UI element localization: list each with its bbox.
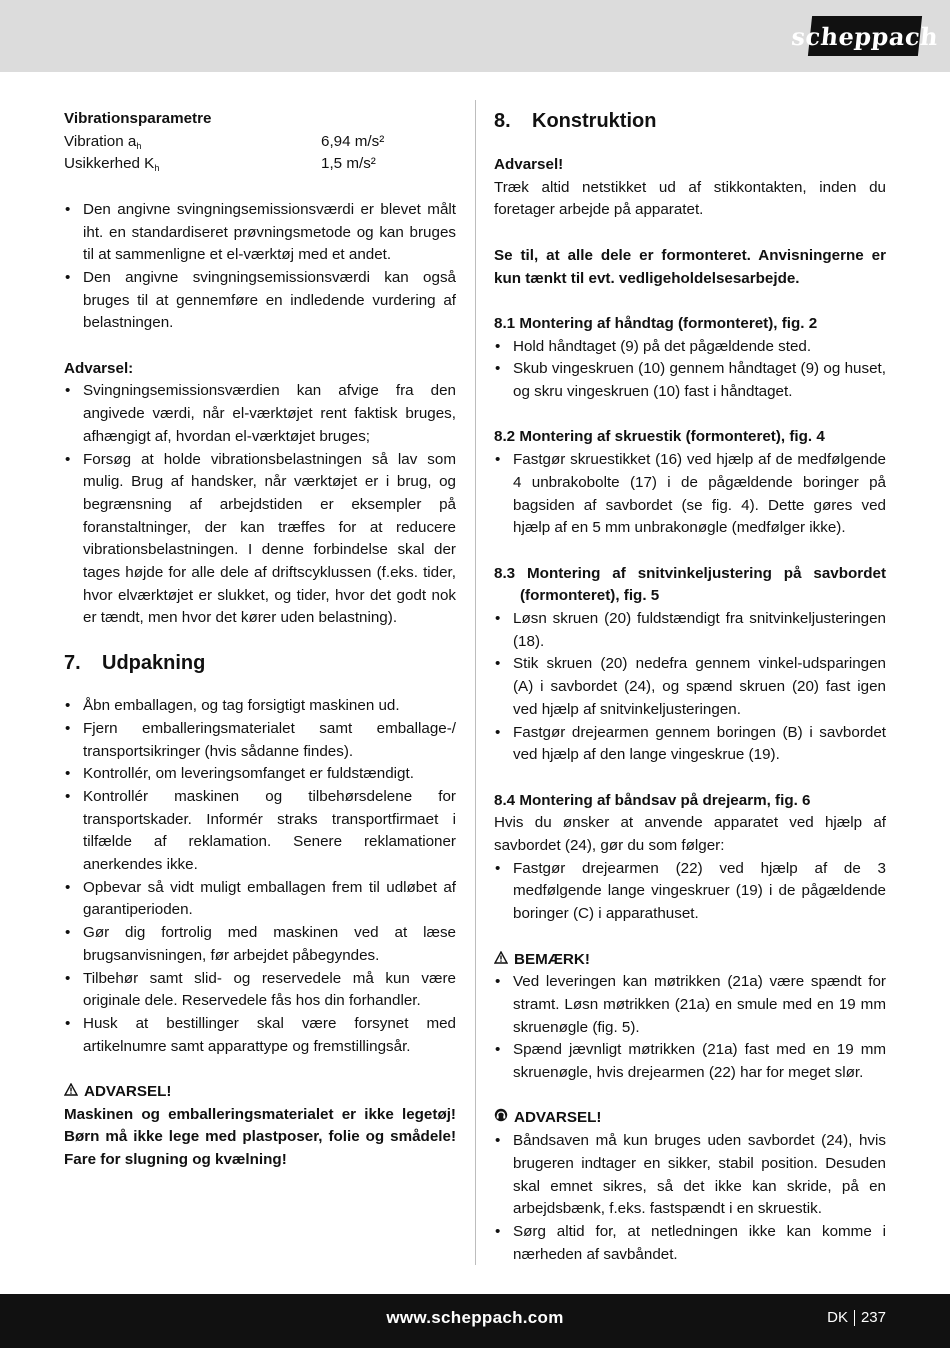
section-8-heading	[494, 108, 886, 134]
list-item: • Fjern emballeringsmaterialet samt emballage-/ transportsikringer (hvis sådanne findes).	[64, 718, 456, 763]
warn-title: Advarsel!	[494, 156, 564, 173]
vibration-row	[64, 131, 456, 154]
scheppach-logo: scheppach	[808, 16, 922, 56]
list-item: • Stik skruen (20) nedefra gennem vinkel-udsparingen (A) i savbordet (24), og spænd skruen (20) fast igen ved hjælp af snitvinkeljusteringen.	[494, 653, 886, 721]
list-item: • Fastgør drejearmen gennem boringen (B) i savbordet ved hjælp af den lange vingeskrue (19).	[494, 722, 886, 767]
list-item: • Skub vingeskruen (10) gennem håndtaget (9) og huset, og skru vingeskruen (10) fast i håndtaget.	[494, 358, 886, 403]
page-number: 237	[860, 1309, 886, 1326]
column-divider	[475, 100, 476, 1265]
advarsel-title: ADVARSEL!	[84, 1083, 172, 1101]
list-item: • Åbn emballagen, og tag forsigtigt maskinen ud.	[64, 695, 456, 718]
vibration-bullets	[64, 199, 456, 335]
advarsel2-heading	[494, 1107, 886, 1130]
list-item: • Ved leveringen kan møtrikken (21a) være spændt for stramt. Løsn møtrikken (21a) en smule med en 19 mm skruenøgle (fig. 5).	[494, 971, 886, 1039]
warning-title: Advarsel:	[64, 359, 134, 377]
section-7-heading	[64, 650, 456, 676]
advarsel2-bullets	[494, 1130, 886, 1266]
vibration-sub: h	[136, 140, 142, 151]
unpacking-bullets	[64, 695, 456, 1058]
note-bullets	[494, 971, 886, 1085]
left-column	[64, 108, 456, 1172]
warning-bullets	[64, 380, 456, 630]
list-item: • Husk at bestillinger skal være forsynet med artikelnumre samt apparattype og fremstillingsår.	[64, 1013, 456, 1058]
section-8-3-bullets	[494, 608, 886, 767]
list-item: • Sørg altid for, at netledningen ikke kan komme i nærheden af savbåndet.	[494, 1221, 886, 1266]
note-heading	[494, 949, 886, 972]
list-item: • Spænd jævnligt møtrikken (21a) fast med en 19 mm skruenøgle, hvis drejearmen (22) har for meget slør.	[494, 1039, 886, 1084]
list-item: • Gør dig fortrolig med maskinen ved at læse brugsanvisningen, før arbejdet påbegyndes.	[64, 922, 456, 967]
list-item: • Hold håndtaget (9) på det pågældende sted.	[494, 336, 886, 359]
list-item: • Fastgør drejearmen (22) ved hjælp af de 3 medfølgende lange vingeskruer (19) i de pågældende boringer (C) i apparathuset.	[494, 858, 886, 926]
advarsel-text: Maskinen og emballeringsmaterialet er ikke legetøj! Børn må ikke lege med plastposer, folie og smådele! Fare for slugning og kvælning!	[64, 1105, 456, 1169]
list-item: • Svingningsemissionsværdien kan afvige fra den angivede værdi, når el-værktøjet rent faktisk bruges, afhængigt af, hvordan el-værktøjet bruges;	[64, 380, 456, 448]
warn-text: Træk altid netstikket ud af stikkontakten, inden du foretager arbejde på apparatet.	[494, 178, 886, 219]
page-indicator	[827, 1309, 886, 1326]
uncertainty-label: Usikkerhed K	[64, 155, 155, 173]
section-8-4-bullets	[494, 858, 886, 926]
list-item: • Båndsaven må kun bruges uden savbordet (24), hvis brugeren indtager en sikker, stabil position. Desuden skal emnet sikres, så det ikke kan skride, på en arbejdsbænk, f.eks. fastspændt i en skruestik.	[494, 1130, 886, 1221]
vibration-label: Vibration a	[64, 132, 137, 150]
list-item: • Forsøg at holde vibrationsbelastningen så lav som mulig. Brug af handsker, når værktøjet er i brug, og begrænsning af arbejdstiden er eksempler på foranstaltninger, der kan træffes for at reducere vibrationsbelastningen. I denne forbindelse skal der tages højde for alle dele af driftscyklussen (f.eks. tider, hvor elværktøjet er slukket, og tider, hvor det godt nok er tændt, men hvor det kører uden belastning).	[64, 449, 456, 631]
list-item: • Den angivne svingningsemissionsværdi kan også bruges til at gennemføre en indledende vurdering af belastningen.	[64, 267, 456, 335]
list-item: • Kontrollér, om leveringsomfanget er fuldstændigt.	[64, 763, 456, 786]
preassembled-note: Se til, at alle dele er formonteret. Anvisningerne er kun tænkt til evt. vedligeholdelsesarbejde.	[494, 246, 886, 287]
vibration-value: 6,94 m/s²	[321, 132, 385, 150]
right-column	[494, 108, 886, 1266]
section-7-title: Udpakning	[102, 652, 206, 675]
section-8-1-bullets	[494, 336, 886, 404]
warning-triangle-icon	[64, 1081, 78, 1104]
advarsel-heading	[64, 1081, 456, 1104]
section-8-2-title: 8.2 Montering af skruestik (formonteret), fig. 4	[494, 428, 825, 446]
advarsel2-title: ADVARSEL!	[514, 1109, 602, 1127]
list-item: • Den angivne svingningsemissionsværdi er blevet målt iht. en standardiseret prøvningsmetode og kan bruges til at sammenligne et el-værktøj med et andet.	[64, 199, 456, 267]
vibration-title: Vibrationsparametre	[64, 110, 212, 127]
uncertainty-row	[64, 153, 456, 176]
ear-protection-icon	[494, 1107, 508, 1130]
section-8-4-title: 8.4 Montering af båndsav på drejearm, fig. 6	[494, 791, 811, 809]
section-7-number: 7.	[64, 652, 81, 675]
footer-bar	[0, 1294, 950, 1348]
page-separator	[854, 1310, 855, 1326]
uncertainty-value: 1,5 m/s²	[321, 155, 376, 173]
section-8-title: Konstruktion	[532, 110, 657, 132]
section-8-2-bullets	[494, 449, 886, 540]
section-8-4-intro: Hvis du ønsker at anvende apparatet ved hjælp af savbordet (24), gør du som følger:	[494, 814, 886, 855]
section-8-3-title: 8.3 Montering af snitvinkeljustering på savbordet (formonteret), fig. 5	[494, 564, 886, 605]
note-title: BEMÆRK!	[514, 950, 590, 968]
section-8-number: 8.	[494, 110, 511, 132]
warning-triangle-icon	[494, 949, 508, 972]
uncertainty-sub: h	[154, 163, 160, 174]
list-item: • Tilbehør samt slid- og reservedele må kun være originale dele. Reservedele fås hos din forhandler.	[64, 968, 456, 1013]
language-code: DK	[827, 1309, 848, 1326]
website-url: www.scheppach.com	[386, 1308, 564, 1327]
list-item: • Fastgør skruestikket (16) ved hjælp af de medfølgende 4 unbrakobolte (17) i de pågældende boringer på bagsiden af savbordet (se fig. 4). Dette gøres ved hjælp af en 5 mm unbrakonøgle (medfølger ikke).	[494, 449, 886, 540]
list-item: • Kontrollér maskinen og tilbehørsdelene for transportskader. Informér straks transportfirmaet i tilfælde af reklamation. Senere reklamationer anerkendes ikke.	[64, 786, 456, 877]
header-bar	[0, 0, 950, 72]
list-item: • Opbevar så vidt muligt emballagen frem til udløbet af garantiperioden.	[64, 877, 456, 922]
section-8-1-title: 8.1 Montering af håndtag (formonteret), fig. 2	[494, 314, 818, 332]
list-item: • Løsn skruen (20) fuldstændigt fra snitvinkeljusteringen (18).	[494, 608, 886, 653]
